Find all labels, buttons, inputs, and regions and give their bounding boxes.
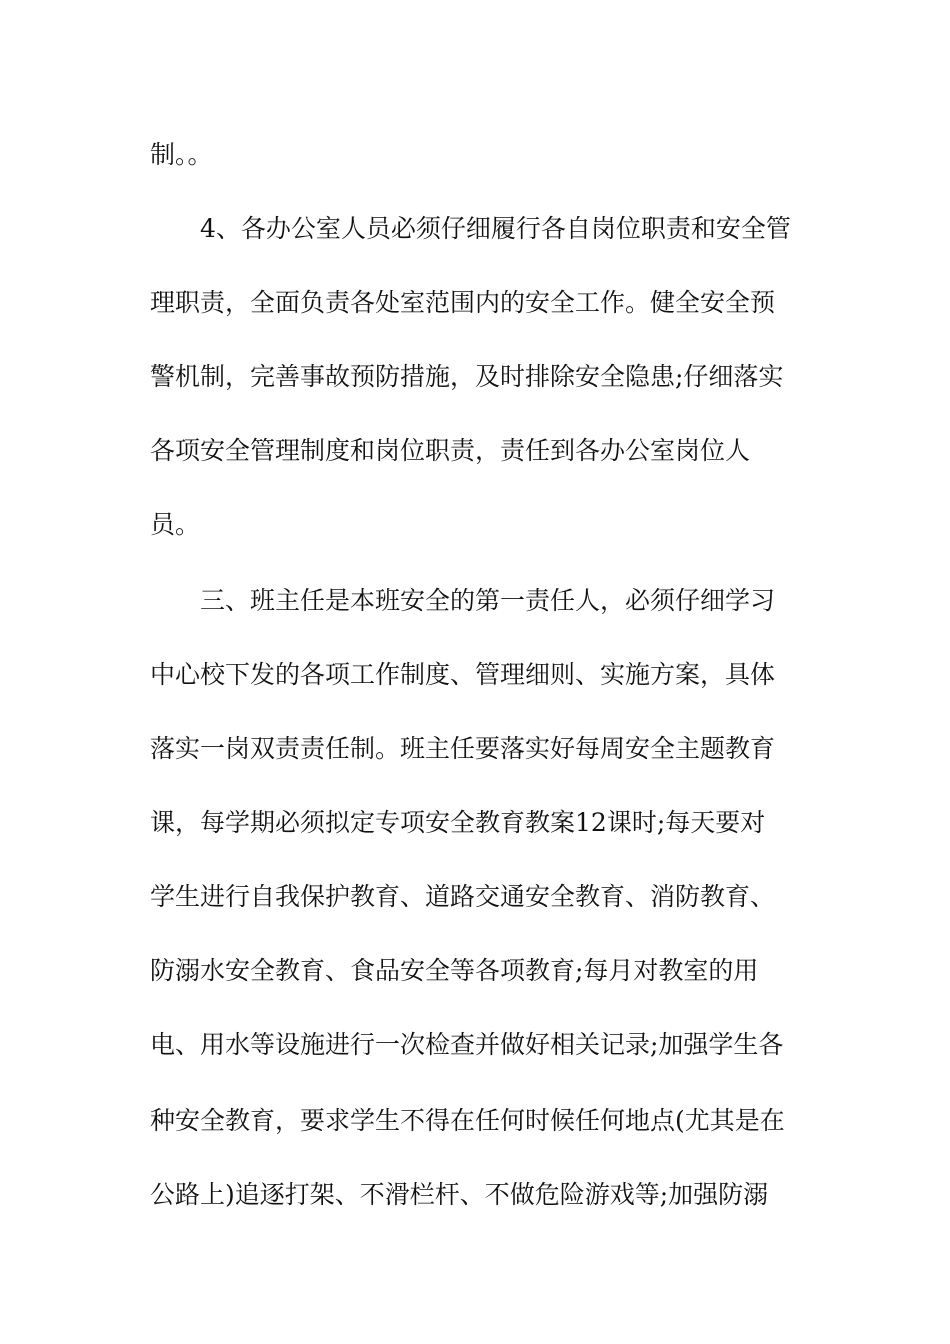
- text-line: 制。。: [150, 140, 213, 169]
- text-line: 各项安全管理制度和岗位职责，责任到各办公室岗位人: [150, 436, 751, 465]
- text-line: 公路上)追逐打架、不滑栏杆、不做危险游戏等;加强防溺: [150, 1180, 769, 1209]
- text-line: 落实一岗双责责任制。班主任要落实好每周安全主题教育: [150, 734, 776, 763]
- text-line: 理职责，全面负责各处室范围内的安全工作。健全安全预: [150, 288, 776, 317]
- text-line: 学生进行自我保护教育、道路交通安全教育、消防教育、: [150, 882, 776, 911]
- text-line: 员。: [150, 510, 201, 539]
- text-line: 警机制，完善事故预防措施，及时排除安全隐患;仔细落实: [150, 362, 784, 391]
- text-line: 课，每学期必须拟定专项安全教育教案12课时;每天要对: [150, 808, 766, 837]
- text-line: 防溺水安全教育、食品安全等各项教育;每月对教室的用: [150, 956, 759, 985]
- text-line: 中心校下发的各项工作制度、管理细则、实施方案，具体: [150, 660, 776, 689]
- text-line: 4、各办公室人员必须仔细履行各自岗位职责和安全管: [200, 214, 791, 243]
- text-line: 电、用水等设施进行一次检查并做好相关记录;加强学生各: [150, 1030, 784, 1059]
- text-line: 三、班主任是本班安全的第一责任人，必须仔细学习: [200, 586, 776, 615]
- text-line: 种安全教育，要求学生不得在任何时候任何地点(尤其是在: [150, 1106, 785, 1135]
